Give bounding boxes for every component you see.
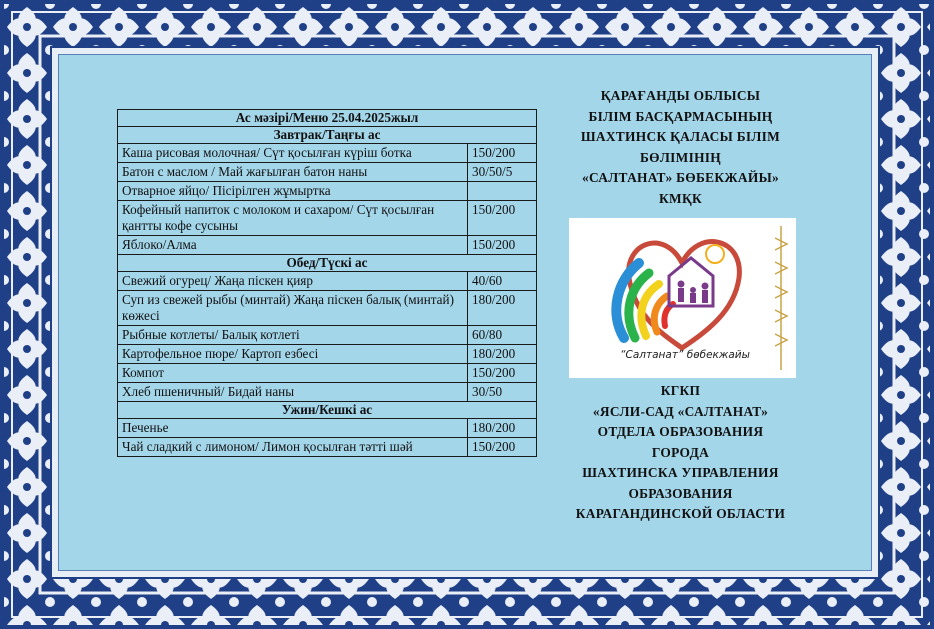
org-kz-line: «САЛТАНАТ» БӨБЕКЖАЙЫ» [581,170,780,185]
menu-item-row [118,236,537,255]
org-kz-line: ҚАРАҒАНДЫ ОБЛЫСЫ [600,88,761,103]
org-kz-line: КМҚК [659,190,702,206]
menu-item-row [118,326,537,345]
menu-item-name: Печенье [118,419,468,438]
menu-section-heading: Завтрак/Таңғы ас [118,127,537,144]
menu-item-row [118,163,537,182]
menu-item-name: Свежий огурец/ Жаңа піскен қияр [118,272,468,291]
menu-item-row [118,272,537,291]
menu-item-row [118,438,537,457]
menu-item-qty: 150/200 [468,364,537,383]
menu-item-qty: 150/200 [468,201,537,236]
menu-item-name: Суп из свежей рыбы (минтай) Жаңа піскен балық (минтай) көжесі [118,291,468,326]
org-ru-line: КАРАГАНДИНСКОЙ ОБЛАСТИ [575,506,786,521]
org-ru-line: ОБРАЗОВАНИЯ [628,485,733,501]
menu-section-heading: Обед/Түскі ас [118,255,537,272]
menu-item-row [118,364,537,383]
org-kz-line: БІЛІМ БАСҚАРМАСЫНЫҢ [588,108,773,124]
menu-item-qty: 30/50 [468,383,537,402]
menu-item-qty: 180/200 [468,419,537,438]
menu-item-name: Компот [118,364,468,383]
menu-item-row [118,182,537,201]
menu-section-heading: Ужин/Кешкі ас [118,402,537,419]
menu-item-row [118,144,537,163]
menu-item-qty: 60/80 [468,326,537,345]
menu-item-name: Яблоко/Алма [118,236,468,255]
menu-item-name: Хлеб пшеничный/ Бидай наны [118,383,468,402]
menu-item-name: Каша рисовая молочная/ Сүт қосылған күріш ботка [118,144,468,163]
menu-section-row [118,402,537,419]
menu-table [117,109,537,457]
menu-section-row [118,127,537,144]
menu-section-row [118,255,537,272]
org-ru-line: ШАХТИНСКА УПРАВЛЕНИЯ [582,465,779,480]
menu-item-name: Картофельное пюре/ Картоп езбесі [118,345,468,364]
menu-title-row [118,110,537,127]
kindergarten-logo [569,218,796,378]
menu-item-qty: 30/50/5 [468,163,537,182]
menu-item-name: Чай сладкий с лимоном/ Лимон қосылған тәтті шәй [118,438,468,457]
menu-item-qty: 180/200 [468,291,537,326]
org-kz-line: БӨЛІМІНІҢ [639,149,722,165]
menu-item-row [118,291,537,326]
menu-item-name: Рыбные котлеты/ Балық котлеті [118,326,468,345]
org-name-russian [548,381,813,525]
org-ru-line: «ЯСЛИ-САД «САЛТАНАТ» [592,403,769,419]
logo-caption: “Салтанат” бөбекжайы [620,349,750,361]
menu-item-qty: 180/200 [468,345,537,364]
menu-item-qty [468,182,537,201]
menu-item-qty: 150/200 [468,144,537,163]
menu-item-qty: 150/200 [468,236,537,255]
menu-item-row [118,201,537,236]
menu-item-row [118,419,537,438]
org-name-kazakh [548,86,813,209]
org-ru-line: ОТДЕЛА ОБРАЗОВАНИЯ [597,424,764,439]
menu-item-qty: 40/60 [468,272,537,291]
menu-item-row [118,383,537,402]
org-ru-line: КГКП [660,383,701,398]
menu-title: Ас мәзірі/Меню 25.04.2025жыл [118,110,537,127]
menu-item-row [118,345,537,364]
menu-item-name: Отварное яйцо/ Пісірілген жұмыртка [118,182,468,201]
org-ru-line: ГОРОДА [651,444,710,460]
menu-item-qty: 150/200 [468,438,537,457]
menu-item-name: Батон с маслом / Май жағылған батон наны [118,163,468,182]
org-kz-line: ШАХТИНСК ҚАЛАСЫ БІЛІМ [580,129,781,144]
menu-item-name: Кофейный напиток с молоком и сахаром/ Сүт қосылған қантты кофе сусыны [118,201,468,236]
